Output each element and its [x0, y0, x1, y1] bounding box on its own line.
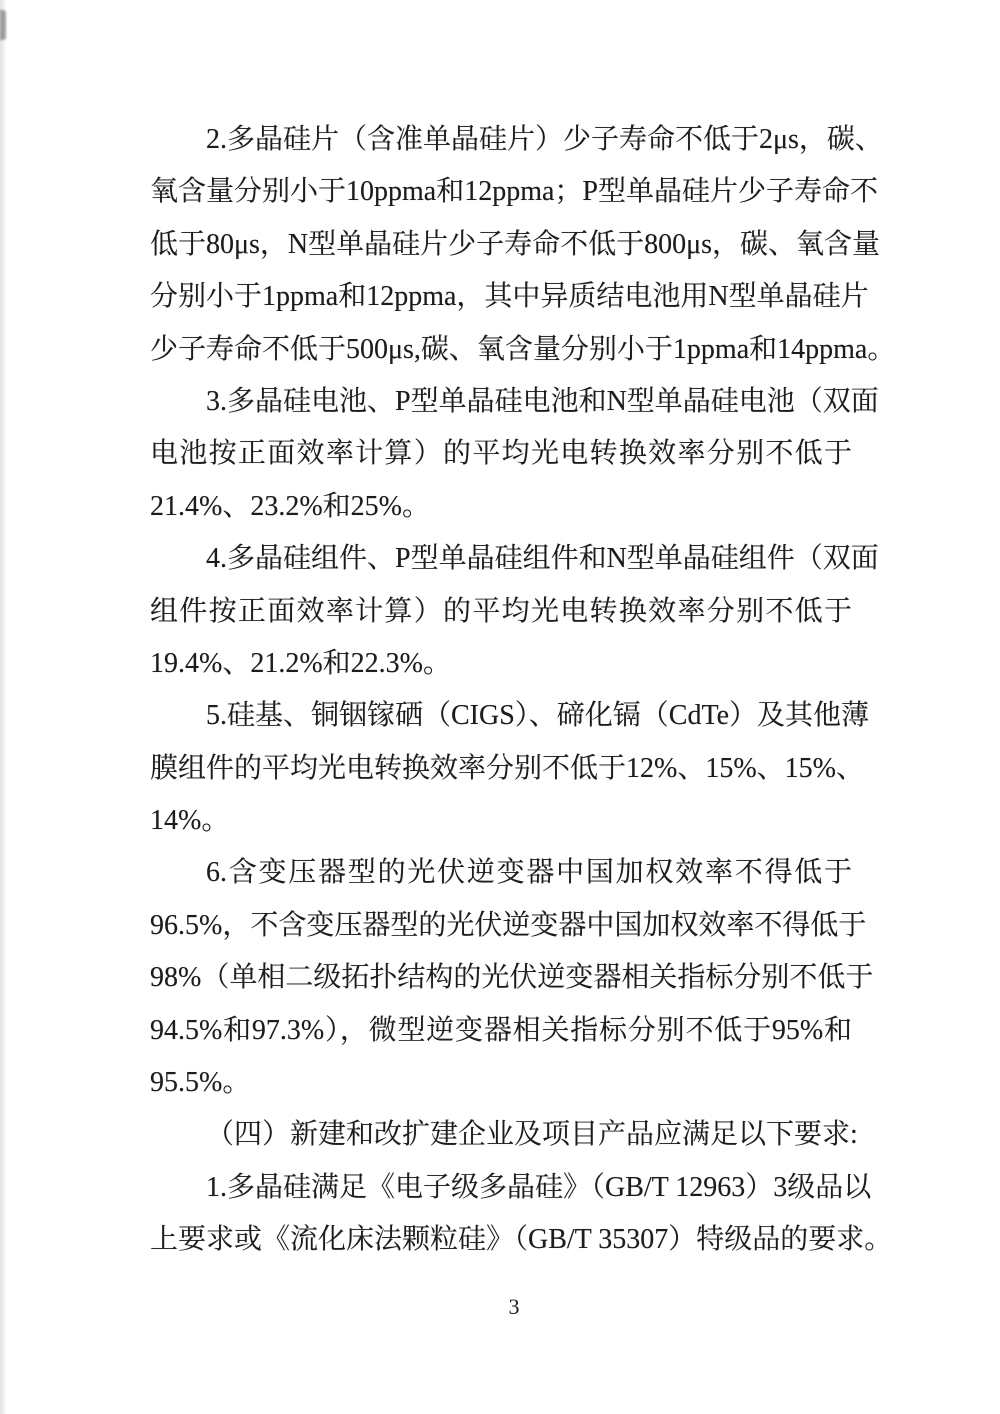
paragraph-item-5-thin-film-efficiency	[150, 690, 870, 847]
text-line: 少子寿命不低于500μs,碳、氧含量分别小于1ppma和14ppma。	[150, 333, 896, 365]
text-line: 95.5%。	[150, 1067, 251, 1099]
scan-artifact	[0, 10, 6, 40]
text-line: 2.多晶硅片（含准单晶硅片）少子寿命不低于2μs，碳、	[206, 124, 883, 155]
text-line: 98%（单相二级拓扑结构的光伏逆变器相关指标分别不低于	[150, 962, 874, 994]
document-body	[150, 114, 896, 1267]
text-line: 分别小于1ppma和12ppma，其中异质结电池用N型单晶硅片	[150, 281, 869, 313]
text-line: 14%。	[150, 805, 230, 837]
text-line: 94.5%和97.3%），微型逆变器相关指标分别不低于95%和	[150, 1014, 852, 1046]
text-line: （四）新建和改扩建企业及项目产品应满足以下要求:	[206, 1119, 858, 1151]
paragraph-item-1-polysilicon-standards	[150, 1162, 893, 1267]
text-line: 组件按正面效率计算）的平均光电转换效率分别不低于	[150, 595, 852, 627]
paragraph-item-6-inverter-efficiency	[150, 847, 874, 1109]
text-line: 6.含变压器型的光伏逆变器中国加权效率不得低于	[206, 857, 852, 889]
text-line: 上要求或《流化床法颗粒硅》（GB/T 35307）特级品的要求。	[150, 1224, 893, 1256]
paragraph-section-4-heading	[150, 1109, 858, 1161]
text-line: 膜组件的平均光电转换效率分别不低于12%、15%、15%、	[150, 752, 864, 784]
paragraph-item-4-module-efficiency	[150, 533, 879, 690]
text-line: 电池按正面效率计算）的平均光电转换效率分别不低于	[150, 438, 852, 470]
text-line: 低于80μs，N型单晶硅片少子寿命不低于800μs，碳、氧含量	[150, 228, 881, 260]
text-line: 21.4%、23.2%和25%。	[150, 490, 430, 522]
text-line: 1.多晶硅满足《电子级多晶硅》（GB/T 12963）3级品以	[206, 1171, 872, 1203]
text-line: 19.4%、21.2%和22.3%。	[150, 647, 451, 679]
text-line: 氧含量分别小于10ppma和12ppma；P型单晶硅片少子寿命不	[150, 176, 878, 208]
page-number: 3	[508, 1294, 520, 1319]
text-line: 96.5%，不含变压器型的光伏逆变器中国加权效率不得低于	[150, 909, 867, 941]
text-line: 4.多晶硅组件、P型单晶硅组件和N型单晶硅组件（双面	[206, 543, 879, 575]
page-footer	[0, 1292, 1000, 1322]
paragraph-item-3-cell-efficiency	[150, 376, 879, 533]
paragraph-item-2-silicon-wafer-requirements	[150, 114, 896, 376]
text-line: 3.多晶硅电池、P型单晶硅电池和N型单晶硅电池（双面	[206, 385, 879, 417]
text-line: 5.硅基、铜铟镓硒（CIGS）、碲化镉（CdTe）及其他薄	[206, 700, 870, 732]
